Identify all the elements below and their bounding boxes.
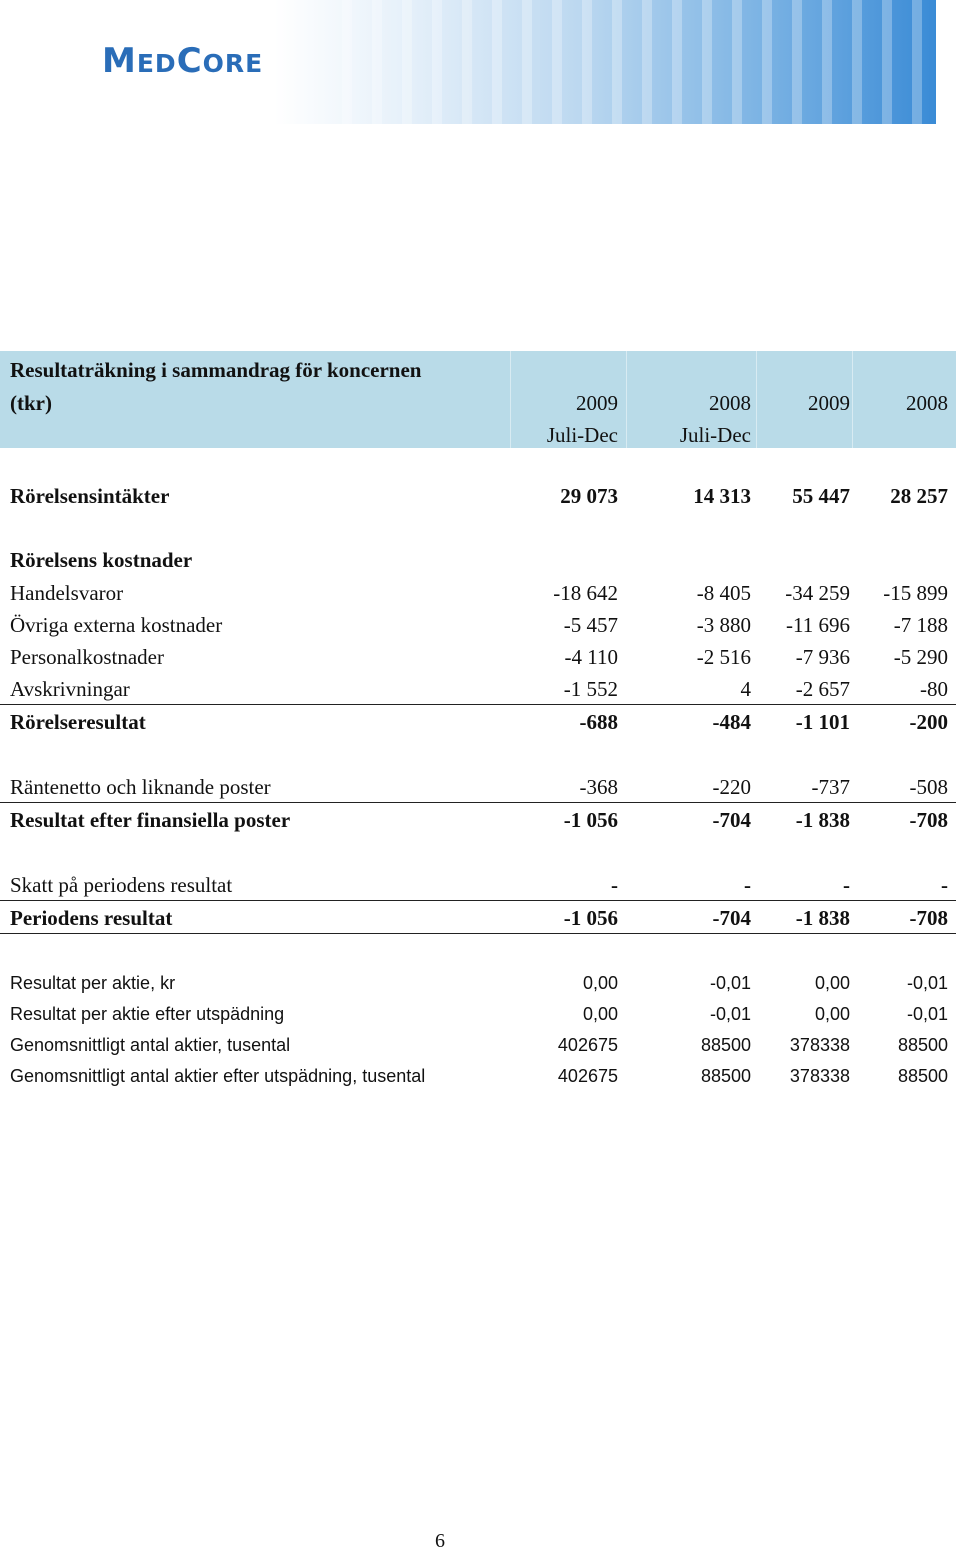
value-cell: -	[611, 873, 618, 897]
value-cell: 0,00	[582, 1004, 618, 1024]
value-cell: -708	[909, 906, 948, 930]
value-cell: -220	[712, 775, 751, 799]
total-rule	[0, 933, 956, 934]
col-year: 2009	[576, 391, 618, 415]
row-label: Rörelseresultat	[10, 710, 146, 734]
value-cell: 29 073	[560, 484, 618, 508]
col-year: 2008	[709, 391, 751, 415]
value-cell: -0,01	[709, 1004, 751, 1024]
value-cell: 0,00	[814, 1004, 850, 1024]
table-row	[0, 707, 956, 737]
value-cell: -8 405	[696, 581, 751, 605]
row-label: Handelsvaror	[10, 581, 124, 605]
header-banner	[42, 0, 936, 124]
value-cell: -	[843, 873, 850, 897]
value-cell: -1 056	[563, 906, 618, 930]
table-row	[0, 870, 956, 900]
table-row	[0, 674, 956, 704]
value-cell: -2 657	[795, 677, 850, 701]
table-row	[0, 999, 956, 1029]
table-row	[0, 968, 956, 998]
row-label: Personalkostnader	[10, 645, 164, 669]
unit-label: (tkr)	[10, 391, 52, 415]
row-label: Skatt på periodens resultat	[10, 873, 233, 897]
value-cell: -0,01	[906, 1004, 948, 1024]
value-cell: 88500	[897, 1066, 948, 1086]
table-row	[0, 772, 956, 802]
value-cell: 55 447	[792, 484, 850, 508]
value-cell: -11 696	[786, 613, 850, 637]
value-cell: -5 290	[893, 645, 948, 669]
col-year: 2009	[808, 391, 850, 415]
row-label: Periodens resultat	[10, 906, 173, 930]
row-label: Resultat per aktie efter utspädning	[10, 1004, 285, 1024]
page-number: 6	[435, 1530, 445, 1552]
value-cell: -508	[909, 775, 948, 799]
value-cell: 14 313	[693, 484, 751, 508]
value-cell: -0,01	[709, 973, 751, 993]
value-cell: -4 110	[564, 645, 618, 669]
row-label: Avskrivningar	[10, 677, 130, 701]
value-cell: -484	[712, 710, 751, 734]
col-period: Juli-Dec	[679, 423, 751, 447]
year-row	[0, 388, 956, 418]
value-cell: -34 259	[785, 581, 850, 605]
value-cell: 28 257	[890, 484, 948, 508]
col-year: 2008	[906, 391, 948, 415]
value-cell: 378338	[789, 1066, 850, 1086]
section-heading: Rörelsens kostnader	[10, 548, 193, 572]
value-cell: -7 188	[893, 613, 948, 637]
value-cell: 402675	[557, 1066, 618, 1086]
statement-header	[0, 351, 956, 448]
statement-title: Resultaträkning i sammandrag för koncernen	[10, 358, 422, 382]
value-cell: -368	[579, 775, 618, 799]
row-label: Resultat per aktie, kr	[10, 973, 176, 993]
row-label: Räntenetto och liknande poster	[10, 775, 271, 799]
value-cell: -7 936	[795, 645, 850, 669]
value-cell: -200	[909, 710, 948, 734]
table-row	[0, 578, 956, 608]
row-label: Övriga externa kostnader	[10, 613, 223, 637]
value-cell: -708	[909, 808, 948, 832]
value-cell: -704	[712, 808, 751, 832]
table-row	[0, 545, 956, 575]
period-row	[0, 420, 956, 450]
value-cell: -1 552	[563, 677, 618, 701]
value-cell: 378338	[789, 1035, 850, 1055]
subtotal-rule	[0, 802, 956, 803]
value-cell: -3 880	[696, 613, 751, 637]
value-cell: 88500	[700, 1066, 751, 1086]
medcore-logo: MEDCORE	[102, 41, 264, 81]
value-cell: 88500	[897, 1035, 948, 1055]
table-row	[0, 1061, 956, 1091]
value-cell: -5 457	[563, 613, 618, 637]
value-cell: 0,00	[814, 973, 850, 993]
value-cell: 402675	[557, 1035, 618, 1055]
value-cell: -15 899	[883, 581, 948, 605]
row-label: Rörelsensintäkter	[10, 484, 170, 508]
value-cell: -2 516	[696, 645, 751, 669]
subtotal-rule	[0, 704, 956, 705]
row-label: Resultat efter finansiella poster	[10, 808, 291, 832]
table-row	[0, 903, 956, 933]
title-row	[0, 355, 956, 385]
value-cell: -0,01	[906, 973, 948, 993]
value-cell: 4	[740, 677, 751, 701]
value-cell: -688	[579, 710, 618, 734]
value-cell: -18 642	[553, 581, 618, 605]
value-cell: -80	[920, 677, 948, 701]
value-cell: -	[941, 873, 948, 897]
subtotal-rule	[0, 900, 956, 901]
value-cell: -704	[712, 906, 751, 930]
value-cell: -1 838	[795, 906, 850, 930]
table-row	[0, 805, 956, 835]
value-cell: -737	[811, 775, 850, 799]
table-row	[0, 642, 956, 672]
value-cell: -1 056	[563, 808, 618, 832]
value-cell: -1 838	[795, 808, 850, 832]
row-label: Genomsnittligt antal aktier efter utspädning, tusental	[10, 1066, 426, 1086]
value-cell: -	[744, 873, 751, 897]
table-row	[0, 1030, 956, 1060]
value-cell: -1 101	[795, 710, 850, 734]
table-row	[0, 481, 956, 511]
row-label: Genomsnittligt antal aktier, tusental	[10, 1035, 291, 1055]
value-cell: 88500	[700, 1035, 751, 1055]
col-period: Juli-Dec	[546, 423, 618, 447]
income-statement	[0, 351, 956, 1086]
value-cell: 0,00	[582, 973, 618, 993]
table-row	[0, 610, 956, 640]
